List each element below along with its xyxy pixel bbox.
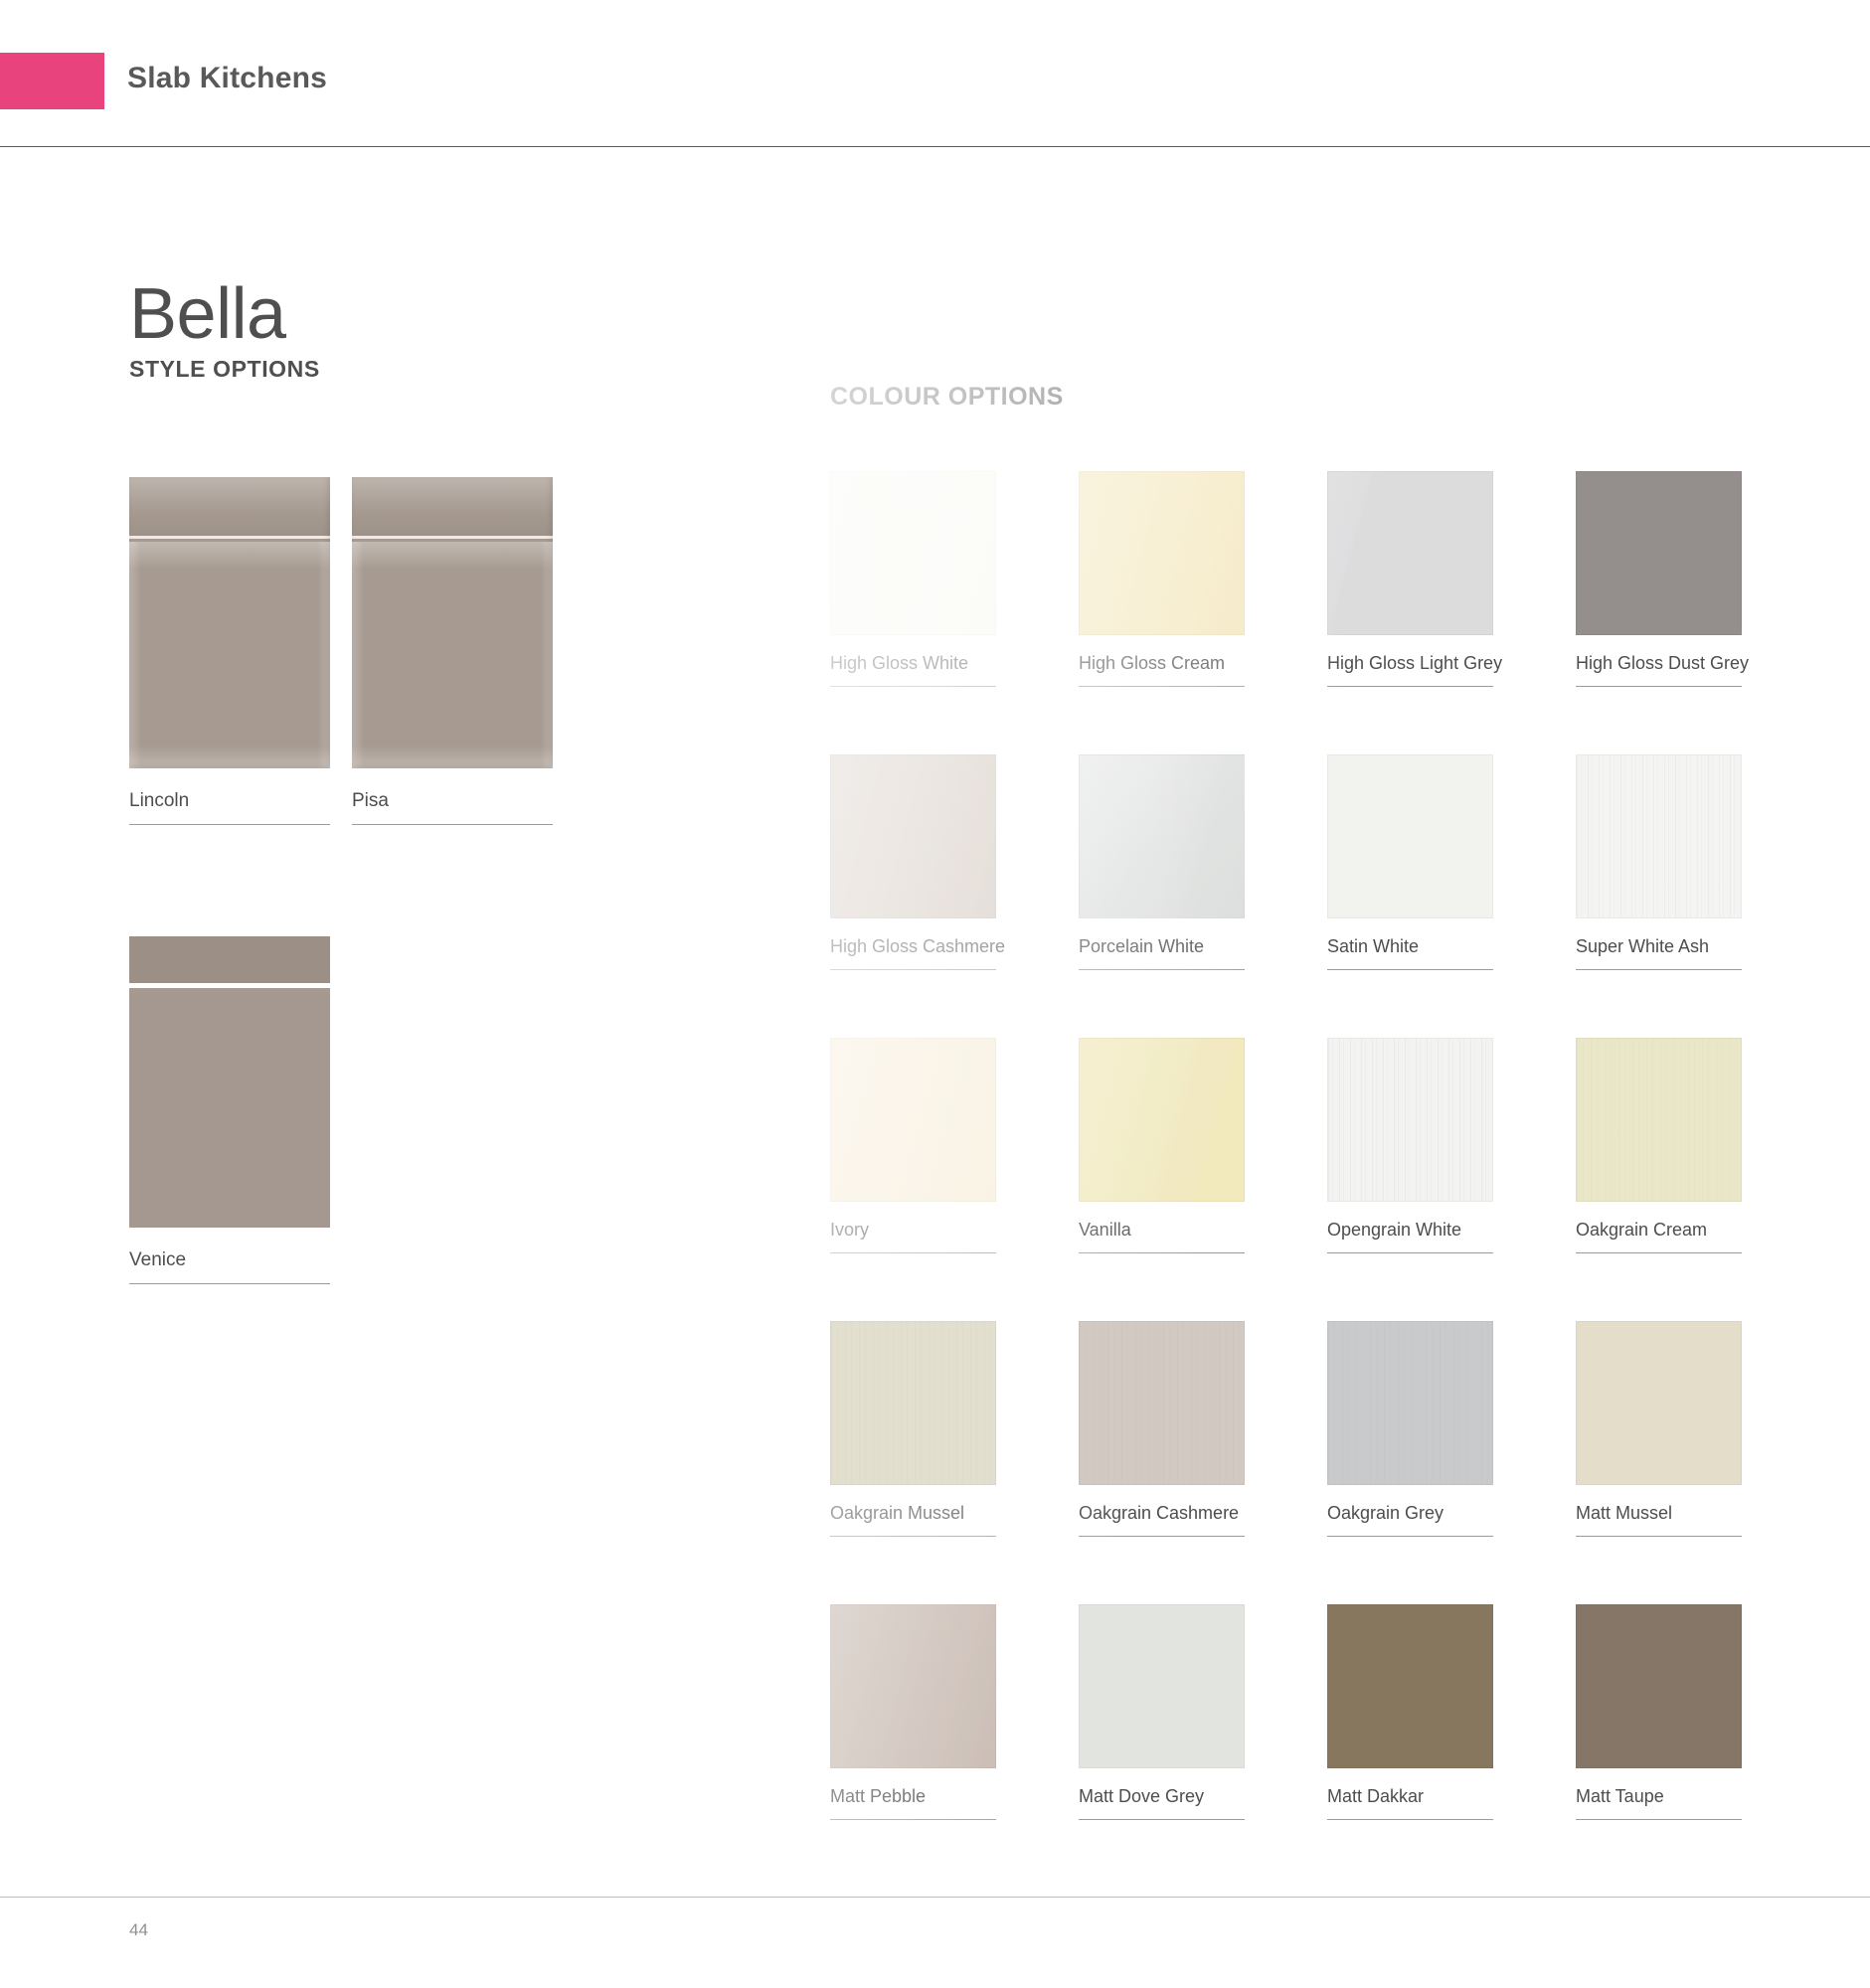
swatch-chip (830, 1321, 996, 1485)
swatch-chip (830, 754, 996, 918)
brand-block (129, 274, 320, 383)
colour-swatch[interactable] (830, 754, 996, 1038)
colour-options-section (830, 383, 1765, 1888)
door-image-lincoln (129, 477, 330, 768)
style-option-label: Lincoln (129, 790, 330, 825)
door-image-venice (129, 936, 330, 1228)
brand-subtitle: STYLE OPTIONS (129, 356, 320, 382)
style-option-lincoln[interactable] (129, 477, 330, 825)
swatch-chip (1327, 1321, 1493, 1485)
page-title: Slab Kitchens (127, 62, 327, 94)
swatch-chip (1327, 1038, 1493, 1202)
door-shadow (129, 477, 330, 768)
page-number: 44 (129, 1920, 148, 1939)
door-shadow (352, 477, 553, 768)
swatch-chip (1576, 754, 1742, 918)
door-image-pisa (352, 477, 553, 768)
style-option-pisa[interactable] (352, 477, 553, 825)
header-accent-tab (0, 53, 104, 109)
colour-swatch-grid (830, 471, 1765, 1888)
footer-divider (0, 1897, 1870, 1898)
page-header (0, 0, 1870, 147)
swatch-chip (1576, 1038, 1742, 1202)
style-option-label: Pisa (352, 790, 553, 825)
style-option-label: Venice (129, 1249, 330, 1284)
header-divider (0, 146, 1870, 147)
door-drawer (129, 936, 330, 988)
style-option-venice[interactable] (129, 936, 330, 1284)
swatch-chip (1079, 1321, 1245, 1485)
brand-name: Bella (129, 274, 286, 354)
door-panel (129, 993, 330, 1228)
